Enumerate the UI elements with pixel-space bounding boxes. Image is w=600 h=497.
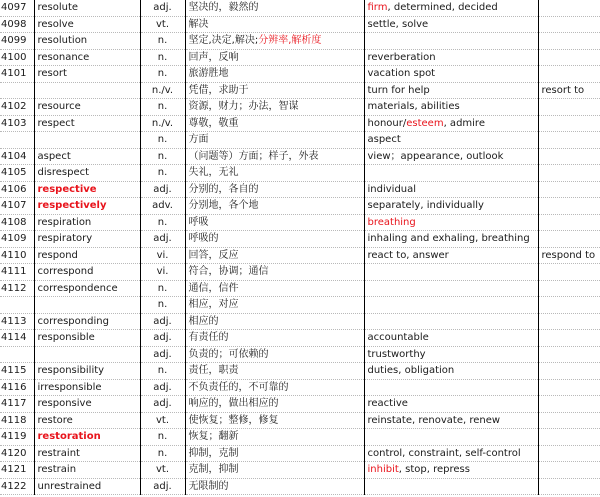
part-of-speech: n. bbox=[140, 429, 185, 446]
english-synonyms bbox=[364, 132, 538, 149]
entry-number: 4107 bbox=[0, 198, 34, 215]
part-of-speech: adj. bbox=[140, 181, 185, 198]
english-synonyms bbox=[364, 264, 538, 281]
chinese-definition bbox=[185, 297, 364, 314]
chinese-definition bbox=[185, 412, 364, 429]
phrase-note bbox=[538, 33, 600, 50]
english-synonyms bbox=[364, 115, 538, 132]
entry-number: 4109 bbox=[0, 231, 34, 248]
headword: respectively bbox=[34, 198, 140, 215]
part-of-speech: n. bbox=[140, 363, 185, 380]
chinese-gloss-segment: 负责的；可依赖的 bbox=[188, 348, 269, 360]
phrase-note bbox=[538, 99, 600, 116]
english-synonyms bbox=[364, 445, 538, 462]
table-row bbox=[0, 82, 600, 99]
english-synonym-segment: aspect bbox=[367, 134, 401, 146]
table-row bbox=[0, 231, 600, 248]
chinese-gloss-segment: 旅游胜地 bbox=[188, 68, 229, 80]
english-synonym-segment: vacation spot bbox=[367, 68, 436, 80]
entry-number: 4100 bbox=[0, 49, 34, 66]
headword: resort bbox=[34, 66, 140, 83]
chinese-gloss-segment: 分别地，各个地 bbox=[188, 200, 259, 212]
table-row bbox=[0, 313, 600, 330]
chinese-gloss-segment: 通信，信件 bbox=[188, 282, 239, 294]
english-synonyms bbox=[364, 280, 538, 297]
chinese-gloss-segment: 抑制，克制 bbox=[188, 447, 239, 459]
english-synonyms bbox=[364, 33, 538, 50]
entry-number: 4114 bbox=[0, 330, 34, 347]
english-synonyms bbox=[364, 363, 538, 380]
chinese-gloss-segment: 呼吸 bbox=[188, 216, 209, 228]
english-synonyms bbox=[364, 0, 538, 16]
entry-number: 4111 bbox=[0, 264, 34, 281]
phrase-note bbox=[538, 363, 600, 380]
table-row bbox=[0, 280, 600, 297]
part-of-speech: vi. bbox=[140, 264, 185, 281]
entry-number bbox=[0, 297, 34, 314]
headword: resolution bbox=[34, 33, 140, 50]
part-of-speech: n. bbox=[140, 66, 185, 83]
chinese-definition bbox=[185, 280, 364, 297]
headword: respect bbox=[34, 115, 140, 132]
entry-number: 4106 bbox=[0, 181, 34, 198]
phrase-note bbox=[538, 148, 600, 165]
headword: disrespect bbox=[34, 165, 140, 182]
chinese-gloss-segment: 恢复；翻新 bbox=[188, 431, 239, 443]
table-row bbox=[0, 132, 600, 149]
chinese-gloss-segment: 响应的，做出相应的 bbox=[188, 398, 279, 410]
english-synonym-segment: duties, obligation bbox=[367, 365, 455, 377]
table-row bbox=[0, 247, 600, 264]
headword: respond bbox=[34, 247, 140, 264]
chinese-definition bbox=[185, 66, 364, 83]
english-synonyms bbox=[364, 478, 538, 495]
chinese-gloss-segment: 尊敬，敬重 bbox=[188, 117, 239, 129]
phrase-note bbox=[538, 165, 600, 182]
chinese-gloss-segment: 克制，抑制 bbox=[188, 464, 239, 476]
english-synonym-segment: control, constraint, self-control bbox=[367, 447, 521, 459]
table-row bbox=[0, 198, 600, 215]
part-of-speech: adj. bbox=[140, 330, 185, 347]
chinese-definition bbox=[185, 132, 364, 149]
chinese-gloss-segment: 使恢复；整修，修复 bbox=[188, 414, 279, 426]
entry-number: 4098 bbox=[0, 16, 34, 33]
phrase-note bbox=[538, 379, 600, 396]
chinese-definition bbox=[185, 231, 364, 248]
headword: responsive bbox=[34, 396, 140, 413]
phrase-note: resort to bbox=[538, 82, 600, 99]
table-row bbox=[0, 214, 600, 231]
table-row bbox=[0, 412, 600, 429]
chinese-gloss-segment: 相应的 bbox=[188, 315, 219, 327]
entry-number: 4105 bbox=[0, 165, 34, 182]
part-of-speech: n. bbox=[140, 132, 185, 149]
table-row bbox=[0, 33, 600, 50]
english-synonyms bbox=[364, 330, 538, 347]
chinese-gloss-segment: 呼吸的 bbox=[188, 233, 219, 245]
part-of-speech: adj. bbox=[140, 478, 185, 495]
phrase-note bbox=[538, 445, 600, 462]
phrase-note bbox=[538, 181, 600, 198]
chinese-gloss-segment: 回声，反响 bbox=[188, 51, 239, 63]
table-row bbox=[0, 16, 600, 33]
table-row bbox=[0, 478, 600, 495]
headword: correspondence bbox=[34, 280, 140, 297]
headword bbox=[34, 82, 140, 99]
english-synonyms bbox=[364, 214, 538, 231]
headword: resolve bbox=[34, 16, 140, 33]
english-synonym-segment: , determined, decided bbox=[387, 2, 498, 14]
english-synonyms bbox=[364, 247, 538, 264]
entry-number: 4101 bbox=[0, 66, 34, 83]
phrase-note bbox=[538, 330, 600, 347]
entry-number: 4117 bbox=[0, 396, 34, 413]
english-synonyms bbox=[364, 148, 538, 165]
phrase-note bbox=[538, 214, 600, 231]
phrase-note bbox=[538, 66, 600, 83]
english-synonyms bbox=[364, 165, 538, 182]
english-synonyms bbox=[364, 66, 538, 83]
english-synonym-segment: reverberation bbox=[367, 51, 436, 63]
english-synonyms bbox=[364, 396, 538, 413]
table-row bbox=[0, 330, 600, 347]
chinese-definition bbox=[185, 313, 364, 330]
english-synonym-segment: inhibit bbox=[367, 464, 399, 476]
chinese-definition bbox=[185, 346, 364, 363]
english-synonym-segment: trustworthy bbox=[367, 348, 426, 360]
chinese-definition bbox=[185, 363, 364, 380]
english-synonym-segment: , stop, repress bbox=[398, 464, 470, 476]
table-row bbox=[0, 115, 600, 132]
english-synonym-segment: reactive bbox=[367, 398, 408, 410]
table-row bbox=[0, 181, 600, 198]
entry-number: 4102 bbox=[0, 99, 34, 116]
headword: respiration bbox=[34, 214, 140, 231]
table-row bbox=[0, 99, 600, 116]
chinese-definition bbox=[185, 445, 364, 462]
chinese-gloss-segment: 资源，财力；办法，智谋 bbox=[188, 101, 299, 113]
chinese-definition bbox=[185, 33, 364, 50]
english-synonym-segment: breathing bbox=[367, 216, 416, 228]
phrase-note bbox=[538, 115, 600, 132]
headword: restore bbox=[34, 412, 140, 429]
chinese-gloss-segment: 符合，协调；通信 bbox=[188, 266, 269, 278]
chinese-gloss-segment: 责任，职责 bbox=[188, 365, 239, 377]
headword: correspond bbox=[34, 264, 140, 281]
chinese-definition bbox=[185, 49, 364, 66]
chinese-gloss-segment: 回答，反应 bbox=[188, 249, 239, 261]
phrase-note bbox=[538, 280, 600, 297]
entry-number: 4103 bbox=[0, 115, 34, 132]
english-synonym-segment: firm bbox=[367, 2, 388, 14]
headword: restrain bbox=[34, 462, 140, 479]
headword: aspect bbox=[34, 148, 140, 165]
part-of-speech: vi. bbox=[140, 247, 185, 264]
table-row bbox=[0, 0, 600, 16]
part-of-speech: adv. bbox=[140, 198, 185, 215]
part-of-speech: adj. bbox=[140, 346, 185, 363]
chinese-definition bbox=[185, 0, 364, 16]
part-of-speech: n. bbox=[140, 33, 185, 50]
part-of-speech: adj. bbox=[140, 396, 185, 413]
chinese-definition bbox=[185, 16, 364, 33]
english-synonym-segment: view；appearance, outlook bbox=[367, 150, 504, 162]
chinese-definition bbox=[185, 214, 364, 231]
table-row bbox=[0, 49, 600, 66]
english-synonym-segment: turn for help bbox=[367, 84, 430, 96]
part-of-speech: n./v. bbox=[140, 82, 185, 99]
chinese-definition bbox=[185, 82, 364, 99]
part-of-speech: n. bbox=[140, 49, 185, 66]
english-synonyms bbox=[364, 198, 538, 215]
part-of-speech: n. bbox=[140, 445, 185, 462]
chinese-definition bbox=[185, 462, 364, 479]
chinese-definition bbox=[185, 264, 364, 281]
phrase-note bbox=[538, 346, 600, 363]
headword: resource bbox=[34, 99, 140, 116]
chinese-definition bbox=[185, 148, 364, 165]
english-synonyms bbox=[364, 82, 538, 99]
english-synonyms bbox=[364, 313, 538, 330]
english-synonym-segment: separately, individually bbox=[367, 200, 484, 212]
part-of-speech: adj. bbox=[140, 231, 185, 248]
english-synonym-segment: reinstate, renovate, renew bbox=[367, 414, 501, 426]
part-of-speech: adj. bbox=[140, 0, 185, 16]
phrase-note bbox=[538, 132, 600, 149]
chinese-gloss-segment: 无限制的 bbox=[188, 480, 229, 492]
english-synonyms bbox=[364, 49, 538, 66]
chinese-gloss-segment: 相应，对应 bbox=[188, 299, 239, 311]
part-of-speech: n. bbox=[140, 214, 185, 231]
part-of-speech: n. bbox=[140, 99, 185, 116]
table-row bbox=[0, 379, 600, 396]
chinese-gloss-segment: 有责任的 bbox=[188, 332, 229, 344]
english-synonyms bbox=[364, 346, 538, 363]
chinese-definition bbox=[185, 99, 364, 116]
phrase-note bbox=[538, 313, 600, 330]
part-of-speech: n. bbox=[140, 280, 185, 297]
english-synonyms bbox=[364, 16, 538, 33]
chinese-definition bbox=[185, 429, 364, 446]
phrase-note bbox=[538, 264, 600, 281]
headword: corresponding bbox=[34, 313, 140, 330]
table-row bbox=[0, 148, 600, 165]
english-synonym-segment: honour/ bbox=[367, 117, 407, 129]
chinese-definition bbox=[185, 115, 364, 132]
headword: responsibility bbox=[34, 363, 140, 380]
part-of-speech: adj. bbox=[140, 379, 185, 396]
phrase-note bbox=[538, 231, 600, 248]
entry-number: 4120 bbox=[0, 445, 34, 462]
english-synonym-segment: react to, answer bbox=[367, 249, 449, 261]
part-of-speech: vt. bbox=[140, 412, 185, 429]
phrase-note: respond to bbox=[538, 247, 600, 264]
chinese-definition bbox=[185, 181, 364, 198]
table-row bbox=[0, 264, 600, 281]
part-of-speech: n. bbox=[140, 148, 185, 165]
table-row bbox=[0, 165, 600, 182]
table-row bbox=[0, 363, 600, 380]
headword: irresponsible bbox=[34, 379, 140, 396]
headword: respiratory bbox=[34, 231, 140, 248]
entry-number bbox=[0, 346, 34, 363]
english-synonyms bbox=[364, 379, 538, 396]
chinese-definition bbox=[185, 330, 364, 347]
headword bbox=[34, 132, 140, 149]
phrase-note bbox=[538, 16, 600, 33]
headword: respective bbox=[34, 181, 140, 198]
headword bbox=[34, 346, 140, 363]
chinese-gloss-segment: 不负责任的，不可靠的 bbox=[188, 381, 289, 393]
part-of-speech: n./v. bbox=[140, 115, 185, 132]
phrase-note bbox=[538, 478, 600, 495]
entry-number: 4110 bbox=[0, 247, 34, 264]
entry-number: 4115 bbox=[0, 363, 34, 380]
headword: restoration bbox=[34, 429, 140, 446]
chinese-gloss-segment: 坚定,决定,解决; bbox=[188, 35, 259, 47]
entry-number: 4122 bbox=[0, 478, 34, 495]
phrase-note bbox=[538, 49, 600, 66]
table-row bbox=[0, 462, 600, 479]
chinese-definition bbox=[185, 165, 364, 182]
entry-number: 4112 bbox=[0, 280, 34, 297]
part-of-speech: vt. bbox=[140, 462, 185, 479]
phrase-note bbox=[538, 198, 600, 215]
phrase-note bbox=[538, 297, 600, 314]
table-row bbox=[0, 297, 600, 314]
entry-number: 4118 bbox=[0, 412, 34, 429]
phrase-note bbox=[538, 412, 600, 429]
chinese-gloss-segment: 凭借，求助于 bbox=[188, 84, 249, 96]
phrase-note bbox=[538, 396, 600, 413]
english-synonyms bbox=[364, 297, 538, 314]
english-synonyms bbox=[364, 429, 538, 446]
table-row bbox=[0, 66, 600, 83]
table-row bbox=[0, 445, 600, 462]
chinese-gloss-segment: 方面 bbox=[188, 134, 209, 146]
english-synonym-segment: inhaling and exhaling, breathing bbox=[367, 233, 530, 245]
part-of-speech: n. bbox=[140, 165, 185, 182]
entry-number: 4121 bbox=[0, 462, 34, 479]
part-of-speech: vt. bbox=[140, 16, 185, 33]
english-synonyms bbox=[364, 231, 538, 248]
chinese-gloss-segment: 坚决的，毅然的 bbox=[188, 2, 259, 14]
entry-number bbox=[0, 132, 34, 149]
headword: resolute bbox=[34, 0, 140, 16]
english-synonyms bbox=[364, 181, 538, 198]
phrase-note bbox=[538, 429, 600, 446]
part-of-speech: adj. bbox=[140, 313, 185, 330]
english-synonyms bbox=[364, 99, 538, 116]
chinese-definition bbox=[185, 198, 364, 215]
english-synonym-segment: , admire bbox=[443, 117, 485, 129]
entry-number bbox=[0, 82, 34, 99]
english-synonym-segment: materials, abilities bbox=[367, 101, 460, 113]
chinese-gloss-segment: 分辨率,解析度 bbox=[258, 35, 322, 47]
table-row bbox=[0, 429, 600, 446]
table-row bbox=[0, 346, 600, 363]
headword: unrestrained bbox=[34, 478, 140, 495]
entry-number: 4119 bbox=[0, 429, 34, 446]
phrase-note bbox=[538, 0, 600, 16]
english-synonyms bbox=[364, 462, 538, 479]
headword: restraint bbox=[34, 445, 140, 462]
phrase-note bbox=[538, 462, 600, 479]
english-synonym-segment: esteem bbox=[406, 117, 444, 129]
entry-number: 4104 bbox=[0, 148, 34, 165]
entry-number: 4113 bbox=[0, 313, 34, 330]
entry-number: 4116 bbox=[0, 379, 34, 396]
english-synonym-segment: settle, solve bbox=[367, 18, 429, 30]
table-row bbox=[0, 396, 600, 413]
chinese-definition bbox=[185, 247, 364, 264]
headword: resonance bbox=[34, 49, 140, 66]
headword bbox=[34, 297, 140, 314]
chinese-gloss-segment: 分别的，各自的 bbox=[188, 183, 259, 195]
entry-number: 4097 bbox=[0, 0, 34, 16]
part-of-speech: n. bbox=[140, 297, 185, 314]
headword: responsible bbox=[34, 330, 140, 347]
english-synonyms bbox=[364, 412, 538, 429]
chinese-gloss-segment: 解决 bbox=[188, 18, 209, 30]
chinese-definition bbox=[185, 379, 364, 396]
english-synonym-segment: individual bbox=[367, 183, 417, 195]
entry-number: 4099 bbox=[0, 33, 34, 50]
entry-number: 4108 bbox=[0, 214, 34, 231]
chinese-gloss-segment: 失礼，无礼 bbox=[188, 167, 239, 179]
chinese-definition bbox=[185, 478, 364, 495]
chinese-definition bbox=[185, 396, 364, 413]
english-synonym-segment: accountable bbox=[367, 332, 429, 344]
chinese-gloss-segment: （问题等）方面；样子，外表 bbox=[188, 150, 319, 162]
